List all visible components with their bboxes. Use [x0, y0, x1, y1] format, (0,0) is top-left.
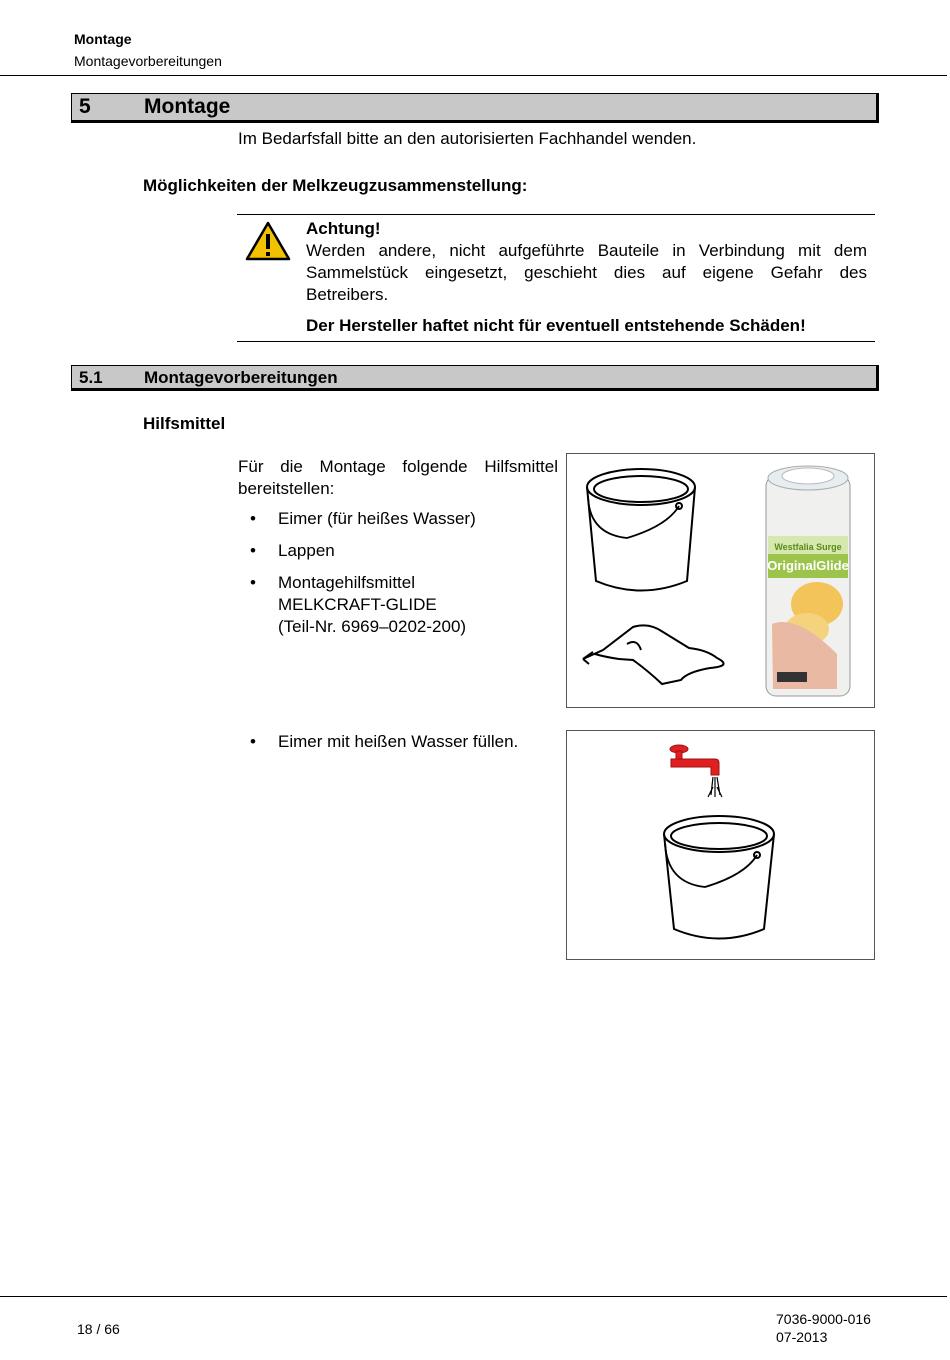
document-date: 07-2013	[776, 1329, 828, 1345]
spray-brand-label: Westfalia Surge	[774, 542, 842, 552]
subheading-tools: Hilfsmittel	[143, 414, 226, 433]
footer-divider	[0, 1296, 947, 1297]
tools-illustration	[567, 454, 874, 707]
section-heading-5-1	[71, 365, 879, 391]
fill-bucket-illustration	[567, 731, 874, 959]
running-header-subtitle: Montagevorbereitungen	[74, 53, 222, 69]
warning-bottom-rule	[237, 341, 875, 342]
bullet-icon: •	[250, 732, 256, 751]
document-info	[776, 1310, 871, 1346]
warning-emphasis: Der Hersteller haftet nicht für eventuell entstehende Schäden!	[306, 316, 806, 335]
section-heading-5	[71, 93, 879, 123]
running-header-title: Montage	[74, 31, 132, 47]
figure-tools	[566, 453, 875, 708]
section-title: Montage	[144, 95, 231, 118]
subheading-combinations: Möglichkeiten der Melkzeugzusammenstellung:	[143, 176, 528, 195]
cloth-icon	[583, 625, 724, 684]
section-number: 5.1	[79, 368, 103, 387]
spray-can-icon	[766, 466, 850, 696]
list-item-text: Lappen	[278, 541, 335, 560]
part-number: (Teil-Nr. 6969–0202-200)	[278, 617, 467, 636]
list-item-text: Montagehilfsmittel	[278, 573, 416, 592]
figure-fill-bucket	[566, 730, 875, 960]
bullet-icon: •	[250, 573, 256, 592]
bullet-icon: •	[250, 509, 256, 528]
spray-product-label: OriginalGlide	[767, 558, 849, 573]
tools-intro-paragraph: Für die Montage folgende Hilfsmittel bereitstellen:	[238, 457, 558, 498]
warning-title: Achtung!	[306, 219, 381, 238]
water-stream-icon	[708, 777, 722, 797]
list-item-text: Eimer mit heißen Wasser füllen.	[278, 732, 519, 751]
bucket-icon	[587, 469, 695, 591]
list-item-text: Eimer (für heißes Wasser)	[278, 509, 476, 528]
water-tap-icon	[670, 745, 719, 775]
header-divider	[0, 75, 947, 76]
document-number: 7036-9000-016	[776, 1311, 871, 1327]
section-title: Montagevorbereitungen	[144, 368, 338, 387]
warning-top-rule	[237, 214, 875, 215]
intro-paragraph: Im Bedarfsfall bitte an den autorisierten Fachhandel wenden.	[238, 129, 697, 148]
warning-triangle-icon	[244, 220, 292, 262]
section-number: 5	[79, 95, 91, 118]
bullet-icon: •	[250, 541, 256, 560]
warning-body: Werden andere, nicht aufgeführte Bauteile in Verbindung mit dem Sammelstück eingesetzt, geschieht dies auf eigene Gefahr des Betreibers.	[306, 241, 867, 304]
bucket-icon	[664, 816, 774, 939]
product-name: MELKCRAFT-GLIDE	[278, 595, 437, 614]
page-number: 18 / 66	[77, 1321, 120, 1337]
